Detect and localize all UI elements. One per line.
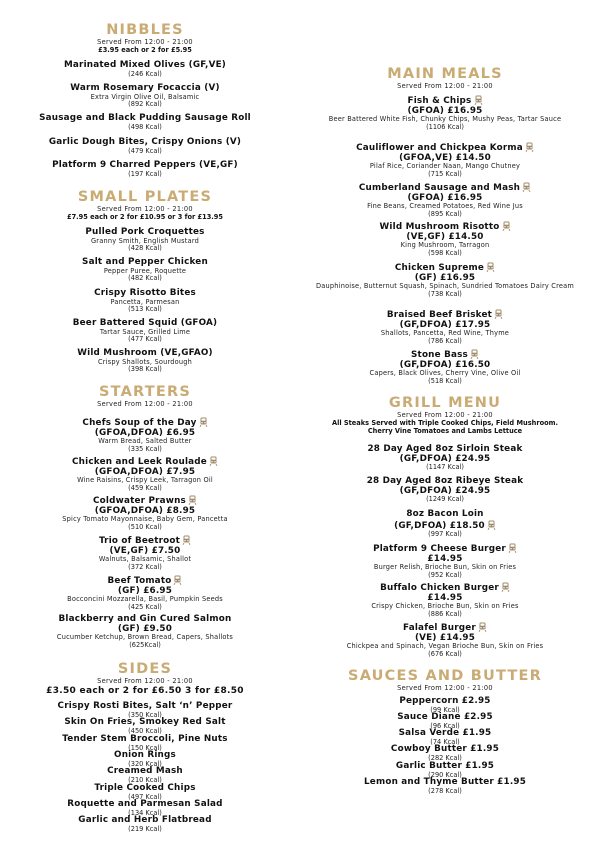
item-kcal: (598 Kcal) <box>428 248 462 257</box>
menu-item <box>0 495 290 531</box>
item-price: (GFOA,DFOA) £7.95 <box>94 466 196 477</box>
starters-header <box>0 384 290 408</box>
section-title: SMALL PLATES <box>77 189 213 205</box>
served-times: Served From 12:00 - 21:00 <box>97 38 193 46</box>
item-kcal: (74 Kcal) <box>430 737 460 746</box>
item-description: Wine Raisins, Crispy Leek, Tarragon Oil <box>77 476 213 484</box>
item-name: Sauce Diane £2.95 <box>397 712 493 722</box>
item-name: Falafel Burger <box>403 623 476 633</box>
item-name: Buffalo Chicken Burger <box>380 583 499 593</box>
menu-item <box>0 257 290 283</box>
item-kcal: (676 Kcal) <box>428 649 462 658</box>
item-price: (GFOA) £16.95 <box>407 192 483 203</box>
item-kcal: (96 Kcal) <box>430 721 460 730</box>
item-kcal: (625Kcal) <box>129 640 161 649</box>
item-price: £14.95 <box>427 592 463 603</box>
menu-item <box>300 182 590 218</box>
item-kcal: (290 Kcal) <box>428 770 462 779</box>
item-name: Marinated Mixed Olives (GF,VE) <box>63 60 227 70</box>
grill-note: All Steaks Served with Triple Cooked Chips, Field Mushroom. Cherry Vine Tomatoes and Lambs Lettuce <box>331 419 559 435</box>
menu-item <box>300 349 590 385</box>
item-name: 8oz Bacon Loin <box>406 509 484 519</box>
item-name: Braised Beef Brisket <box>386 310 493 320</box>
menu-item <box>300 543 590 579</box>
item-name: Crispy Risotto Bites <box>94 288 196 298</box>
section-title: SAUCES AND BUTTER <box>348 668 542 684</box>
menu-item <box>0 83 290 109</box>
item-kcal: (210 Kcal) <box>128 775 162 784</box>
item-description: Shallots, Pancetta, Red Wine, Thyme <box>380 329 510 337</box>
item-kcal: (738 Kcal) <box>428 289 462 298</box>
item-kcal: (459 Kcal) <box>128 483 162 492</box>
menu-item <box>0 113 290 131</box>
menu-item <box>0 615 290 649</box>
item-description: Tartar Sauce, Grilled Lime <box>99 327 191 336</box>
item-description: Fine Beans, Creamed Potatoes, Red Wine Jus <box>367 202 523 210</box>
item-name: Garlic Butter £1.95 <box>395 761 495 771</box>
section-title: SIDES <box>117 661 173 677</box>
sides-header <box>0 661 290 697</box>
item-kcal: (350 Kcal) <box>128 710 162 719</box>
item-kcal: (428 Kcal) <box>128 244 162 253</box>
item-kcal: (892 Kcal) <box>128 100 162 109</box>
item-price: (VE) £14.95 <box>414 632 476 643</box>
train-icon <box>486 262 495 272</box>
train-icon <box>502 221 511 231</box>
item-price: (GFOA,VE) £14.50 <box>399 152 491 163</box>
item-name: Cowboy Butter £1.95 <box>390 744 500 754</box>
item-description: Pilaf Rice, Coriander Naan, Mango Chutney <box>369 162 521 170</box>
nibbles-header <box>0 22 290 54</box>
menu-item <box>0 288 290 314</box>
served-times: Served From 12:00 - 21:00 <box>397 684 493 692</box>
item-kcal: (1147 Kcal) <box>426 463 464 471</box>
item-description: Capers, Black Olives, Cherry Vine, Olive Oil <box>369 369 521 377</box>
item-name: Platform 9 Charred Peppers (VE,GF) <box>52 160 238 170</box>
menu-item <box>300 262 590 298</box>
item-name: Cumberland Sausage and Mash <box>358 183 521 193</box>
item-description: Pancetta, Parmesan <box>110 297 180 306</box>
item-kcal: (510 Kcal) <box>128 522 162 531</box>
item-description: Crispy Shallots, Sourdough <box>97 357 193 366</box>
item-price: (GF) £16.95 <box>414 272 476 283</box>
train-icon <box>188 495 197 505</box>
item-description: Chickpea and Spinach, Vegan Brioche Bun, Skin on Fries <box>346 642 544 650</box>
train-icon <box>494 309 503 319</box>
item-name: 28 Day Aged 8oz Ribeye Steak <box>366 476 524 486</box>
train-icon <box>209 456 218 466</box>
menu-item <box>0 816 290 833</box>
item-name: Salsa Verde £1.95 <box>398 728 492 738</box>
item-name: Lemon and Thyme Butter £1.95 <box>363 777 527 787</box>
item-description: Dauphinoise, Butternut Squash, Spinach, Sundried Tomatoes Dairy Cream <box>316 282 574 290</box>
item-kcal: (477 Kcal) <box>128 335 162 344</box>
menu-item <box>300 95 590 131</box>
item-name: Warm Rosemary Focaccia (V) <box>70 83 220 93</box>
menu-item <box>300 510 590 539</box>
item-kcal: (997 Kcal) <box>428 530 462 538</box>
item-description: King Mushroom, Tarragon <box>400 241 490 249</box>
served-times: Served From 12:00 - 21:00 <box>397 411 493 419</box>
item-price: (GF,DFOA) £18.50 <box>394 520 485 531</box>
item-kcal: (425 Kcal) <box>128 602 162 611</box>
item-description: Granny Smith, English Mustard <box>90 236 200 245</box>
item-kcal: (482 Kcal) <box>128 274 162 283</box>
grill-menu-header <box>300 395 590 435</box>
main-meals-header <box>300 66 590 90</box>
section-title: STARTERS <box>99 384 191 400</box>
item-description: Warm Bread, Salted Butter <box>98 437 192 445</box>
price-note: £7.95 each or 2 for £10.95 or 3 for £13.95 <box>67 213 223 221</box>
section-title: NIBBLES <box>106 22 184 38</box>
item-kcal: (335 Kcal) <box>128 444 162 453</box>
item-price: (VE,GF) £7.50 <box>109 545 181 556</box>
item-name: Skin On Fries, Smokey Red Salt <box>64 717 226 727</box>
train-icon <box>182 535 191 545</box>
train-icon <box>470 349 479 359</box>
served-times: Served From 12:00 - 21:00 <box>97 205 193 213</box>
item-kcal: (320 Kcal) <box>128 759 162 768</box>
menu-item <box>300 445 590 472</box>
item-kcal: (952 Kcal) <box>428 570 462 579</box>
item-kcal: (715 Kcal) <box>428 169 462 178</box>
menu-item <box>0 456 290 492</box>
menu-item <box>300 745 590 762</box>
item-kcal: (497 Kcal) <box>128 792 162 801</box>
train-icon <box>199 417 208 427</box>
item-kcal: (479 Kcal) <box>128 146 162 155</box>
item-name: 28 Day Aged 8oz Sirloin Steak <box>367 444 523 454</box>
item-name: Creamed Mash <box>107 766 183 776</box>
train-icon <box>522 182 531 192</box>
item-name: Wild Mushroom (VE,GFAO) <box>77 348 213 358</box>
menu-item <box>0 137 290 155</box>
item-kcal: (134 Kcal) <box>128 808 162 817</box>
item-price: (GF,DFOA) £24.95 <box>399 453 491 464</box>
item-kcal: (786 Kcal) <box>428 336 462 345</box>
menu-item <box>300 477 590 504</box>
item-name: Fish & Chips <box>407 96 472 106</box>
item-name: Salt and Pepper Chicken <box>82 257 208 267</box>
item-price: (VE,GF) £14.50 <box>406 231 484 242</box>
menu-item <box>0 718 290 735</box>
item-name: Trio of Beetroot <box>98 536 181 546</box>
item-price: (GF) £6.95 <box>117 585 173 596</box>
item-name: Crispy Rosti Bites, Salt ‘n’ Pepper <box>57 701 233 711</box>
section-title: MAIN MEALS <box>387 66 503 82</box>
item-description: Burger Relish, Brioche Bun, Skin on Fries <box>373 563 517 571</box>
item-kcal: (197 Kcal) <box>128 169 162 178</box>
item-name: Sausage and Black Pudding Sausage Roll <box>39 113 251 123</box>
item-name: Tender Stem Broccoli, Pine Nuts <box>62 734 228 744</box>
item-name: Coldwater Prawns <box>93 496 186 506</box>
item-price: (GF,DFOA) £17.95 <box>399 319 491 330</box>
menu-item <box>300 582 590 618</box>
item-kcal: (372 Kcal) <box>128 562 162 571</box>
item-price: (GF) £9.50 <box>117 623 173 634</box>
item-name: Chefs Soup of the Day <box>82 418 197 428</box>
item-kcal: (282 Kcal) <box>428 753 462 762</box>
item-kcal: (99 Kcal) <box>430 705 460 714</box>
item-name: Cauliflower and Chickpea Korma <box>356 143 523 153</box>
item-description: Spicy Tomato Mayonnaise, Baby Gem, Pancetta <box>62 515 228 523</box>
item-kcal: (246 Kcal) <box>128 69 162 78</box>
item-price: (GFOA,DFOA) £6.95 <box>94 427 196 438</box>
item-price: (GF,DFOA) £24.95 <box>399 485 491 496</box>
item-name: Onion Rings <box>114 750 176 760</box>
item-price: (GF,DFOA) £16.50 <box>399 359 491 370</box>
item-name: Garlic Dough Bites, Crispy Onions (V) <box>48 137 242 147</box>
menu-item <box>0 348 290 374</box>
served-times: Served From 12:00 - 21:00 <box>97 400 193 408</box>
menu-item <box>300 142 590 178</box>
item-description: Bocconcini Mozzarella, Basil, Pumpkin Seeds <box>67 595 223 603</box>
item-name: Blackberry and Gin Cured Salmon <box>58 614 232 624</box>
section-title: GRILL MENU <box>388 395 502 411</box>
item-name: Roquette and Parmesan Salad <box>67 799 223 809</box>
menu-item <box>300 622 590 658</box>
menu-item <box>300 309 590 345</box>
item-kcal: (450 Kcal) <box>128 726 162 735</box>
menu-item <box>0 767 290 784</box>
menu-item <box>0 318 290 344</box>
item-name: Pulled Pork Croquettes <box>85 227 205 237</box>
sauces-header <box>300 668 590 692</box>
menu-item <box>0 417 290 453</box>
menu-item <box>0 160 290 178</box>
item-name: Platform 9 Cheese Burger <box>373 544 506 554</box>
menu-item <box>0 60 290 78</box>
item-kcal: (1106 Kcal) <box>426 122 464 131</box>
item-name: Wild Mushroom Risotto <box>379 222 500 232</box>
item-description: Cucumber Ketchup, Brown Bread, Capers, Shallots <box>56 633 234 641</box>
served-times: Served From 12:00 - 21:00 <box>397 82 493 90</box>
item-name: Beer Battered Squid (GFOA) <box>72 318 218 328</box>
item-name: Beef Tomato <box>107 576 172 586</box>
item-kcal: (513 Kcal) <box>128 305 162 314</box>
item-kcal: (498 Kcal) <box>128 122 162 131</box>
item-description: Pepper Puree, Roquette <box>103 266 187 275</box>
item-name: Peppercorn £2.95 <box>399 696 491 706</box>
item-description: Beer Battered White Fish, Chunky Chips, Mushy Peas, Tartar Sauce <box>328 115 562 123</box>
item-name: Garlic and Herb Flatbread <box>78 815 212 825</box>
menu-item <box>0 575 290 611</box>
price-note: £3.50 each or 2 for £6.50 3 for £8.50 <box>46 686 244 696</box>
served-times: Served From 12:00 - 21:00 <box>97 677 193 685</box>
train-icon <box>508 543 517 553</box>
small-plates-header <box>0 189 290 221</box>
train-icon <box>173 575 182 585</box>
menu-item <box>300 778 590 795</box>
item-name: Chicken Supreme <box>394 263 485 273</box>
train-icon <box>474 95 483 105</box>
item-kcal: (886 Kcal) <box>428 609 462 618</box>
item-name: Stone Bass <box>411 350 468 360</box>
item-description: Extra Virgin Olive Oil, Balsamic <box>90 92 200 101</box>
item-kcal: (219 Kcal) <box>128 824 162 833</box>
train-icon <box>525 142 534 152</box>
train-icon <box>501 582 510 592</box>
item-price: (GFOA,DFOA) £8.95 <box>94 505 196 516</box>
item-kcal: (895 Kcal) <box>428 209 462 218</box>
item-name: Triple Cooked Chips <box>94 783 196 793</box>
item-kcal: (1249 Kcal) <box>426 495 464 503</box>
item-kcal: (278 Kcal) <box>428 786 462 795</box>
menu-item <box>300 221 590 257</box>
price-note: £3.95 each or 2 for £5.95 <box>98 46 192 54</box>
train-icon <box>478 622 487 632</box>
item-kcal: (518 Kcal) <box>428 376 462 385</box>
item-price: £14.95 <box>427 553 463 564</box>
menu-item <box>0 535 290 571</box>
item-name: Chicken and Leek Roulade <box>72 457 207 467</box>
item-description: Walnuts, Balsamic, Shallot <box>98 555 192 563</box>
item-price: (GFOA) £16.95 <box>407 105 483 116</box>
item-kcal: (398 Kcal) <box>128 365 162 374</box>
item-description: Crispy Chicken, Brioche Bun, Skin on Fries <box>371 602 519 610</box>
item-kcal: (150 Kcal) <box>128 743 162 752</box>
train-icon <box>487 520 496 530</box>
menu-item <box>0 227 290 253</box>
